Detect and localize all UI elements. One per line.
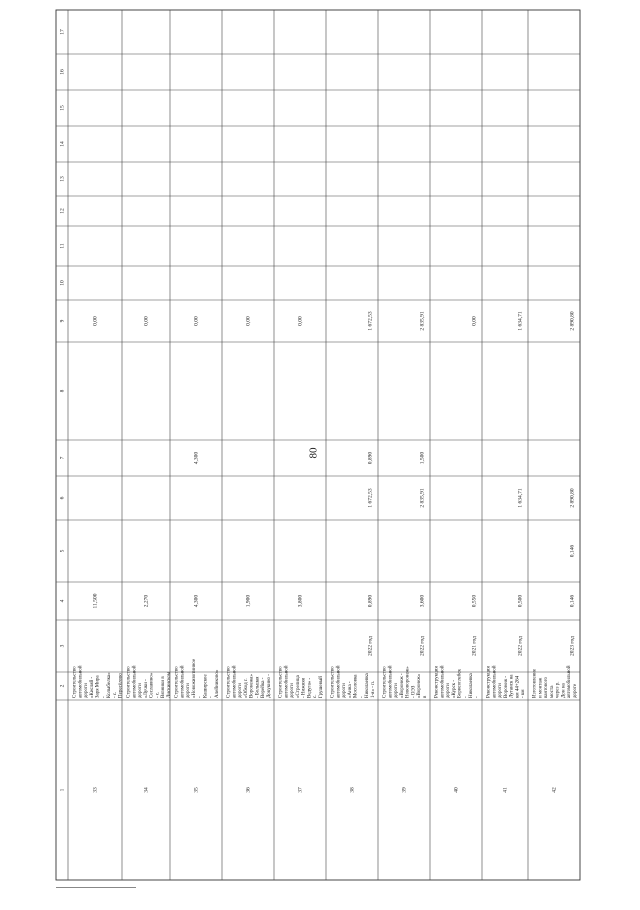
row-value-col4: 0,500 <box>517 594 524 608</box>
row-value-col6: 1 634,71 <box>517 488 524 508</box>
row-value-col4: 2,270 <box>143 594 150 608</box>
name-line: Изготовление <box>532 668 538 698</box>
name-line: через р. <box>555 681 561 698</box>
name-line: Луганск на <box>509 674 515 698</box>
name-line: автомобильной <box>440 665 446 698</box>
name-line: 1-я» - п. <box>370 680 376 698</box>
name-line: Воронежа» <box>249 674 255 698</box>
row-value-col9: 1 672,53 <box>367 311 374 331</box>
name-line: Сеславино» <box>149 672 155 698</box>
page-number: 80 <box>307 447 320 459</box>
row-year: 2023 год <box>569 636 576 656</box>
row-name <box>227 665 272 698</box>
row-value-col9: 0,00 <box>245 316 252 326</box>
name-line: дороги <box>238 683 244 698</box>
name-line: Строительство <box>126 666 132 698</box>
column-number: 6 <box>59 496 66 500</box>
name-line: - <box>463 696 469 698</box>
name-line: - с. <box>155 691 161 698</box>
name-line: Заря Мира <box>95 675 101 698</box>
name-line: - Нижняя <box>301 678 307 698</box>
footnote-divider <box>56 887 136 888</box>
name-line: - <box>209 696 215 698</box>
name-line: в <box>422 695 428 698</box>
row-number: 36 <box>245 787 252 793</box>
name-line: Алейниково» <box>214 669 220 698</box>
name-line: дороги <box>342 683 348 698</box>
name-line: моста <box>549 685 555 698</box>
row-value-col9: 0,00 <box>297 316 304 326</box>
name-line: «Анна - <box>347 681 353 698</box>
row-number: 34 <box>143 787 150 793</box>
name-line: - км <box>521 689 527 698</box>
name-line: Каширское <box>203 674 209 698</box>
name-line: «Воронеж - <box>399 673 405 698</box>
name-line: Верейка - <box>261 677 267 698</box>
row-value-col4: 11,500 <box>92 593 99 609</box>
name-line: - <box>474 696 480 698</box>
name-line: Пересёлово <box>118 673 124 698</box>
row-value-col4: 0,146 <box>569 594 576 608</box>
name-line: автомобильной <box>232 665 238 698</box>
row-value-col7: 1,500 <box>419 451 426 465</box>
row-value-col9: 0,00 <box>471 316 478 326</box>
name-line: автомобильной <box>78 665 84 698</box>
row-number: 37 <box>297 787 304 793</box>
name-line: «Обход г. <box>243 678 249 698</box>
name-line: Мосоловка <box>353 674 359 698</box>
name-line: автомобильной <box>336 665 342 698</box>
name-line: автомобильной <box>132 665 138 698</box>
name-line: «Новоживотинное <box>191 658 197 698</box>
row-value-col6: 2 835,91 <box>419 488 426 508</box>
column-number: 11 <box>59 243 66 249</box>
column-number: 1 <box>59 788 66 792</box>
row-value-col4: 4,300 <box>193 594 200 608</box>
row-value-col7: 4,300 <box>193 451 200 465</box>
column-number: 13 <box>59 176 66 182</box>
column-number: 17 <box>59 29 66 35</box>
name-line: автомобильной <box>388 665 394 698</box>
column-number: 2 <box>59 684 66 688</box>
row-name <box>487 665 527 698</box>
name-line: «Воронеж» <box>417 673 423 698</box>
name-line: Дон на <box>561 683 567 698</box>
column-number: 5 <box>59 549 66 553</box>
name-line: Строительство <box>72 666 78 698</box>
name-line: дороги <box>84 683 90 698</box>
name-line: Вязники в <box>161 676 167 698</box>
name-line: дороги <box>498 683 504 698</box>
column-number: 16 <box>59 69 66 75</box>
name-line: автомобильной <box>284 665 290 698</box>
name-line: - <box>101 696 107 698</box>
name-line: Реконструкция <box>486 666 492 698</box>
name-line: км 44+264 <box>515 675 521 698</box>
row-value-col9: 2 890,80 <box>569 311 576 331</box>
row-year: 2022 год <box>367 636 374 656</box>
column-number: 10 <box>59 280 66 286</box>
column-number: 4 <box>59 599 66 603</box>
row-number: 33 <box>92 787 99 793</box>
name-line: - Большая <box>255 676 261 698</box>
row-value-col9: 0,00 <box>143 316 150 326</box>
name-line: - с. <box>112 691 118 698</box>
name-line: дороги <box>446 683 452 698</box>
row-value-col5: 0,146 <box>569 544 576 558</box>
column-number: 14 <box>59 141 66 147</box>
name-line: Николаевка <box>365 673 371 698</box>
name-line: «Лучки - <box>143 679 149 698</box>
name-line: «Кисляй - <box>89 676 95 698</box>
row-name <box>383 665 428 698</box>
row-name <box>533 665 578 698</box>
row-year: 2022 год <box>517 636 524 656</box>
row-value-col4: 3,800 <box>297 594 304 608</box>
name-line: с. <box>313 694 319 698</box>
row-year: 2021 год <box>471 636 478 656</box>
row-name <box>279 665 324 698</box>
row-number: 38 <box>349 787 356 793</box>
column-number: 12 <box>59 208 66 214</box>
name-line: Докукино - <box>266 674 272 698</box>
name-line: «Стрелица <box>295 675 301 698</box>
row-value-col6: 1 672,53 <box>367 488 374 508</box>
row-name <box>331 665 376 698</box>
row-number: 35 <box>193 787 200 793</box>
column-number: 8 <box>59 389 66 393</box>
row-value-col6: 2 890,80 <box>569 488 576 508</box>
column-number: 15 <box>59 105 66 111</box>
name-line: дороги <box>394 683 400 698</box>
name-line: Воронеж - <box>503 675 509 698</box>
name-line: и монтаж <box>538 677 544 698</box>
column-number: 9 <box>59 319 66 323</box>
row-value-col7: 0,890 <box>367 451 374 465</box>
name-line: - <box>359 696 365 698</box>
row-number: 39 <box>401 787 408 793</box>
name-line: дороги <box>186 683 192 698</box>
row-value-col4: 0,890 <box>367 594 374 608</box>
name-line: Строительство <box>174 666 180 698</box>
name-line: - ОЭЗ <box>411 685 417 698</box>
name-line: дороги <box>138 683 144 698</box>
name-line: вантового <box>544 676 550 698</box>
name-line: Колыбелка» <box>107 672 113 698</box>
table-border <box>56 10 580 880</box>
row-name <box>73 665 124 698</box>
name-line: Ведуга» - <box>307 677 313 698</box>
name-line: Строительство <box>226 666 232 698</box>
name-line: дороги <box>290 683 296 698</box>
name-line: Реконструкция <box>434 666 440 698</box>
row-name <box>175 658 220 698</box>
name-line: дороге <box>572 683 578 698</box>
row-value-col9: 2 835,91 <box>419 311 426 331</box>
name-line: Грушевый <box>318 676 324 698</box>
name-line: автомобильной <box>180 665 186 698</box>
name-line: Борисоглебск <box>457 669 463 698</box>
row-number: 41 <box>502 787 509 793</box>
row-year: 2022 год <box>419 636 426 656</box>
name-line: «Курск - <box>451 679 457 698</box>
name-line: автомобильной <box>492 665 498 698</box>
name-line: Строительство <box>382 666 388 698</box>
name-line: Строительство <box>278 666 284 698</box>
row-name <box>435 665 480 698</box>
row-value-col4: 0,550 <box>471 594 478 608</box>
row-value-col9: 0,00 <box>92 316 99 326</box>
column-number: 7 <box>59 456 66 460</box>
name-line: Лискинском <box>166 671 172 698</box>
row-value-col9: 1 634,71 <box>517 311 524 331</box>
row-value-col4: 3,600 <box>419 594 426 608</box>
name-line: - <box>197 696 203 698</box>
row-value-col4: 1,900 <box>245 594 252 608</box>
name-line: Строительство <box>330 666 336 698</box>
row-value-col9: 0,00 <box>193 316 200 326</box>
row-name <box>127 665 172 698</box>
name-line: Николаевка <box>469 673 475 698</box>
column-number: 3 <box>59 644 66 648</box>
row-number: 40 <box>453 787 460 793</box>
name-line: Нововоронеж» <box>405 666 411 698</box>
row-number: 42 <box>551 787 558 793</box>
name-line: автомобильной <box>567 665 573 698</box>
